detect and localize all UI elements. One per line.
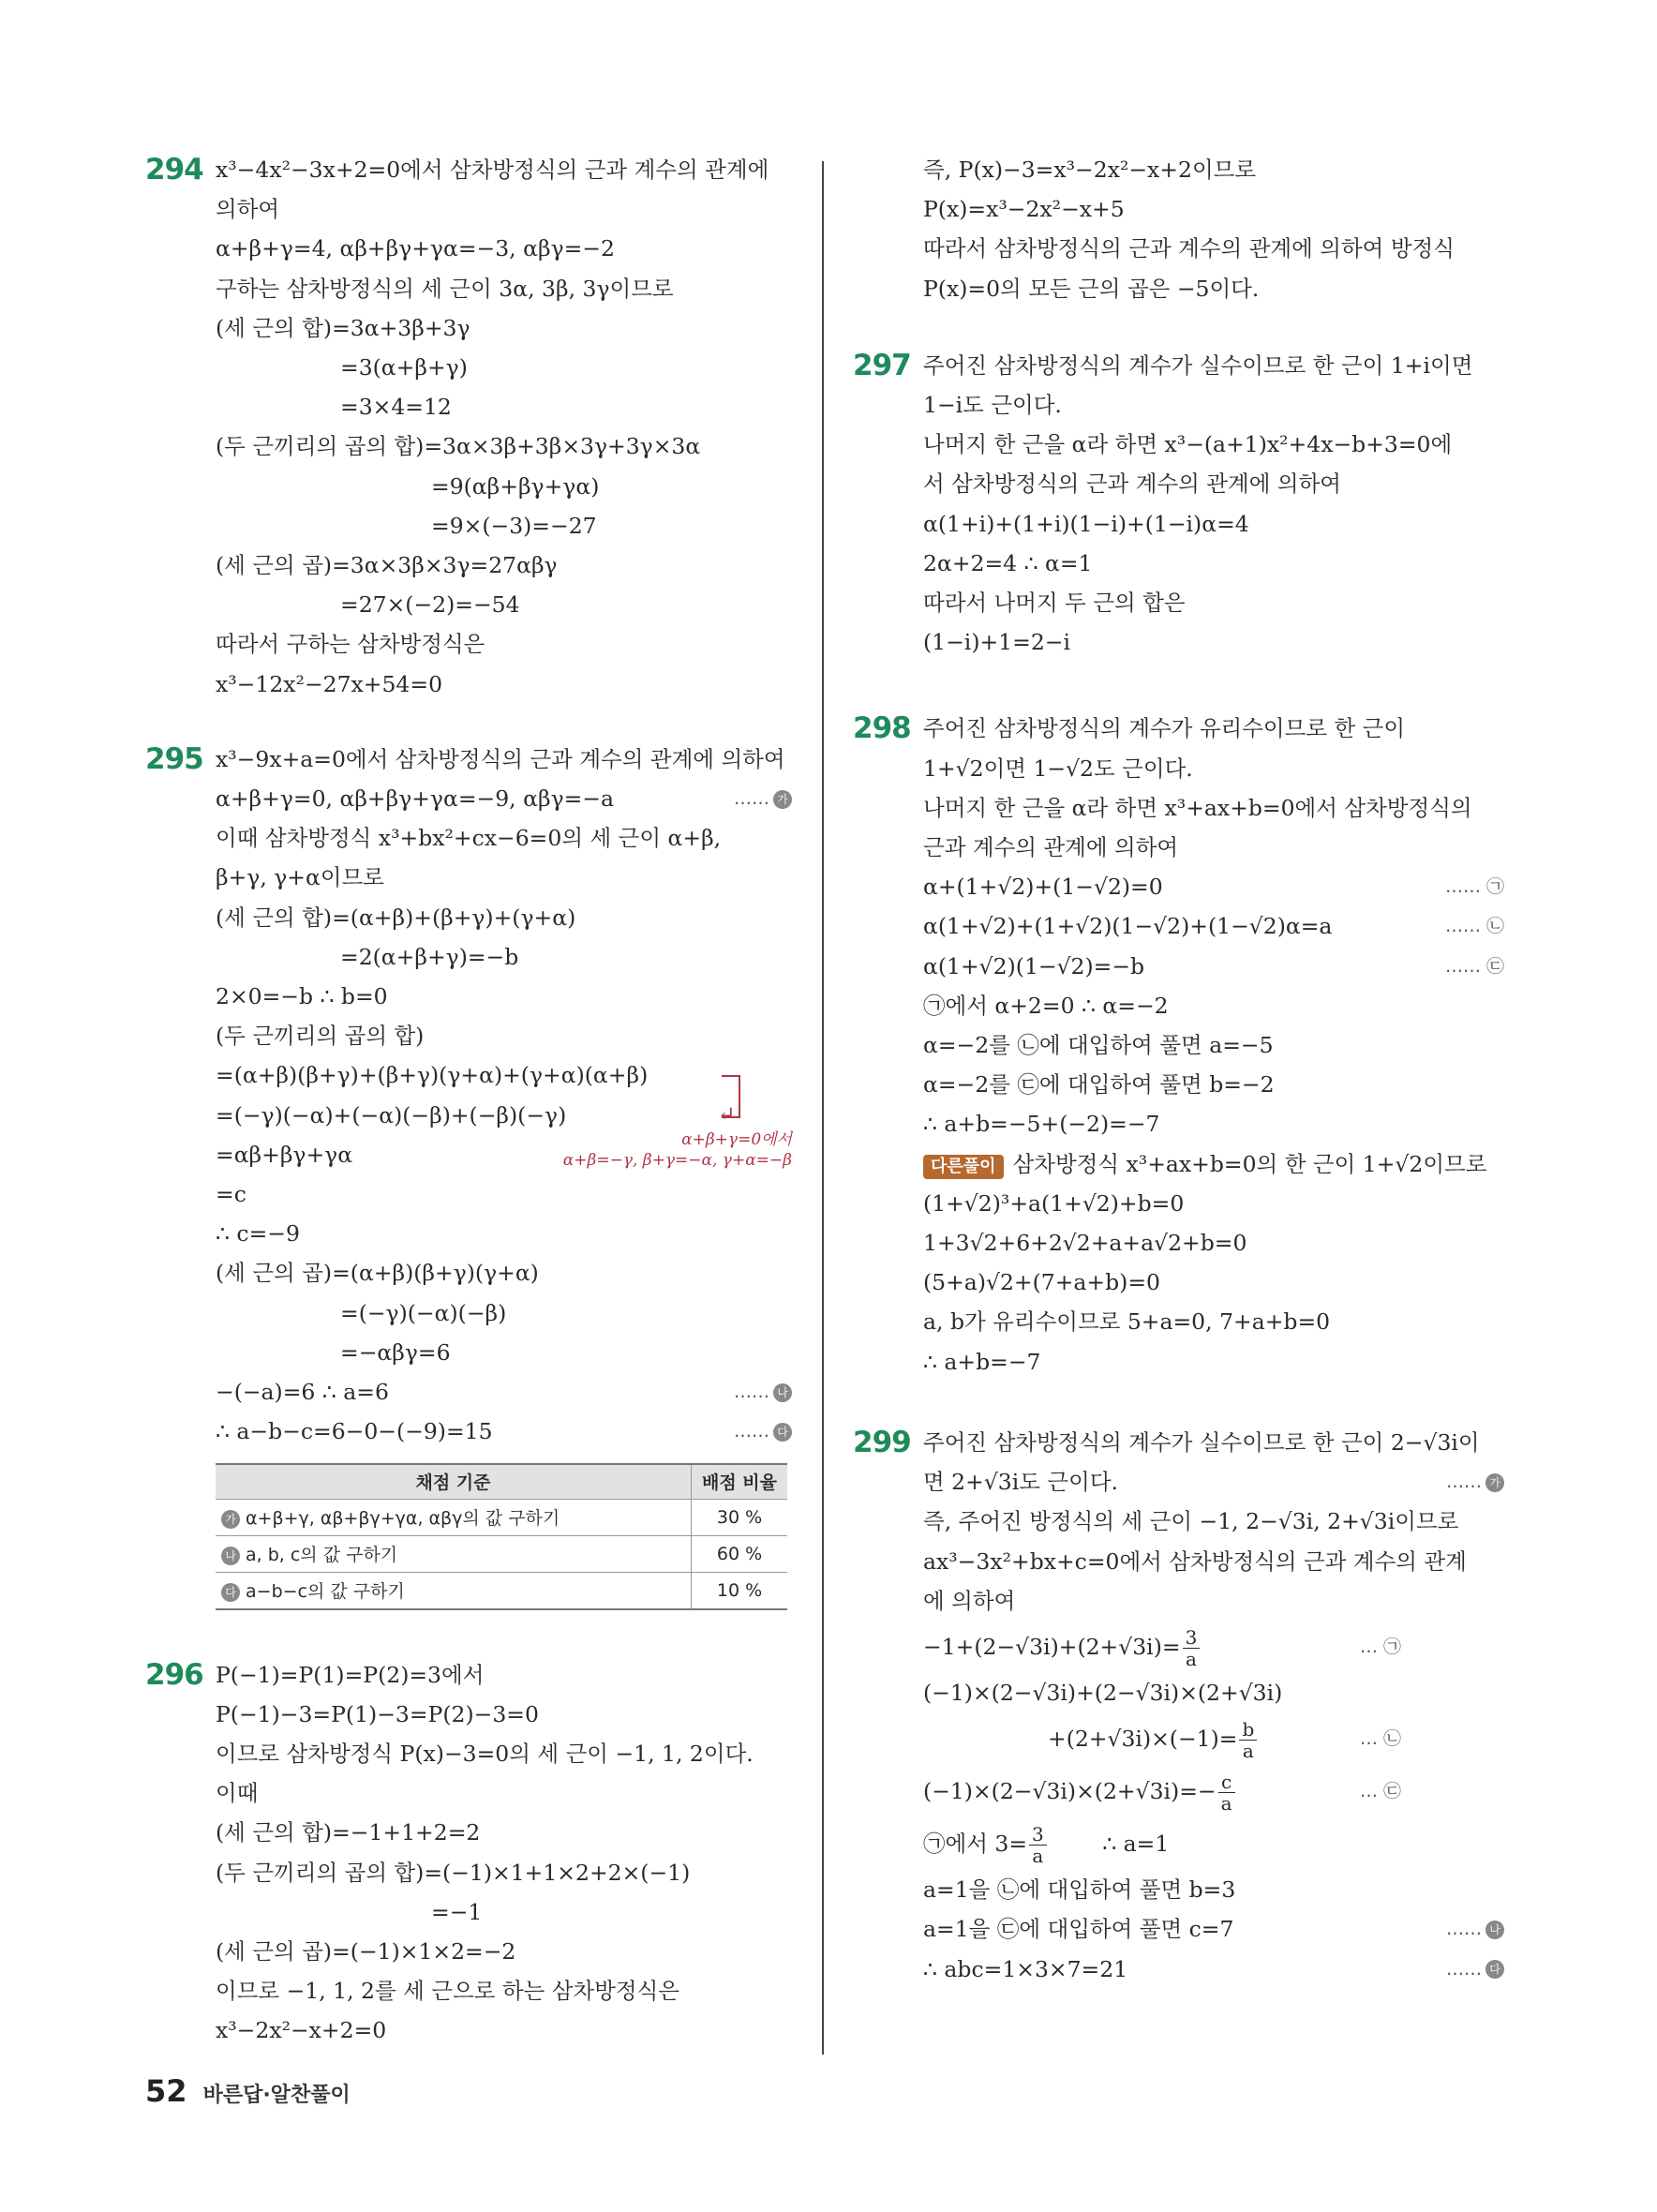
text-line: 이때 삼차방정식 x³+bx²+cx−6=0의 세 근이 α+β,	[216, 825, 722, 852]
text-line: ∴ a+b=−7	[923, 1348, 1041, 1375]
text-line: 이므로 −1, 1, 2를 세 근으로 하는 삼차방정식은	[216, 1978, 679, 2005]
grading-table	[216, 1463, 787, 1610]
text-line: =(−γ)(−α)(−β)	[340, 1299, 507, 1326]
equation-mark: …… ㉢	[1444, 955, 1504, 977]
problem-297	[853, 346, 1504, 663]
text-line: 2×0=−b ∴ b=0	[216, 983, 388, 1010]
text-line: α+(1+√2)+(1−√2)=0 …… ㉠	[923, 867, 1504, 906]
problem-296	[145, 1655, 792, 2051]
text-line: 즉, 주어진 방정식의 세 근이 −1, 2−√3i, 2+√3i이므로	[923, 1508, 1459, 1535]
text-line: 서 삼차방정식의 근과 계수의 관계에 의하여	[923, 471, 1341, 498]
text-line: 근과 계수의 관계에 의하여	[923, 834, 1179, 861]
text-line: 이때	[216, 1780, 259, 1807]
problem-295	[145, 740, 792, 1610]
text-line: x³−9x+a=0에서 삼차방정식의 근과 계수의 관계에 의하여	[216, 745, 785, 772]
text-line: α(1+i)+(1+i)(1−i)+(1−i)α=4	[923, 510, 1249, 537]
problem-number: 299	[853, 1425, 911, 1459]
text-line: 따라서 구하는 삼차방정식은	[216, 631, 485, 658]
text-line: (두 근끼리의 곱의 합)=(−1)×1+1×2+2×(−1)	[216, 1859, 691, 1886]
text-line: (세 근의 곱)=3α×3β×3γ=27αβγ	[216, 552, 558, 579]
text-line: (두 근끼리의 곱의 합)=3α×3β+3β×3γ+3γ×3α	[216, 433, 701, 460]
text-line: (1+√2)³+a(1+√2)+b=0	[923, 1189, 1185, 1217]
text-line: 에 의하여	[923, 1587, 1016, 1614]
text-line: (세 근의 곱)=(−1)×1×2=−2	[216, 1937, 516, 1965]
text-line: 따라서 삼차방정식의 근과 계수의 관계에 의하여 방정식	[923, 235, 1455, 262]
text-line: α+β+γ=4, αβ+βγ+γα=−3, αβγ=−2	[216, 235, 615, 262]
table-row: 나 a, b, c의 값 구하기 60 %	[216, 1535, 787, 1572]
text-line: P(−1)−3=P(1)−3=P(2)−3=0	[216, 1700, 539, 1727]
text-line: α+β+γ=0, αβ+βγ+γα=−9, αβγ=−a …… 가	[216, 779, 792, 818]
text-line: 의하여	[216, 196, 280, 223]
table-row: 다 a−b−c의 값 구하기 10 %	[216, 1572, 787, 1609]
text-line: =3×4=12	[340, 394, 452, 421]
text-line: (세 근의 합)=−1+1+2=2	[216, 1819, 481, 1846]
problem-number: 294	[145, 153, 203, 187]
equation-mark: … ㉡	[1359, 1728, 1401, 1750]
text-line: a, b가 유리수이므로 5+a=0, 7+a+b=0	[923, 1308, 1331, 1336]
text-line: ∴ a−b−c=6−0−(−9)=15 …… 다	[216, 1412, 792, 1451]
problem-299	[853, 1423, 1504, 1989]
book-label: 바른답·알찬풀이	[202, 2084, 351, 2107]
text-line: =−1	[431, 1898, 483, 1925]
text-line: x³−12x²−27x+54=0	[216, 670, 443, 697]
text-line: 1+√2이면 1−√2도 근이다.	[923, 755, 1193, 782]
text-line: ∴ a+b=−5+(−2)=−7	[923, 1111, 1160, 1138]
right-column	[853, 150, 1504, 1989]
fraction: $\frac{c}{a}$	[1218, 1771, 1235, 1814]
step-mark-na: …… 나	[1446, 1909, 1504, 1949]
text-line: (세 근의 합)=3α+3β+3γ	[216, 314, 470, 341]
text-line: P(x)=x³−2x²−x+5	[923, 196, 1125, 223]
step-mark-da: …… 다	[1446, 1950, 1504, 1989]
text-line: =c	[216, 1181, 246, 1208]
problem-294	[145, 150, 792, 704]
text-line: ㉠에서 α+2=0 ∴ α=−2	[923, 992, 1169, 1019]
text-line: 나머지 한 근을 α라 하면 x³+ax+b=0에서 삼차방정식의	[923, 794, 1472, 821]
text-line: =(−γ)(−α)+(−α)(−β)+(−β)(−γ) ↵	[216, 1096, 792, 1135]
text-line: (세 근의 곱)=(α+β)(β+γ)(γ+α)	[216, 1260, 539, 1287]
text-line: 주어진 삼차방정식의 계수가 실수이므로 한 근이 2−√3i이	[923, 1428, 1480, 1456]
text-line: 1+3√2+6+2√2+a+a√2+b=0	[923, 1230, 1247, 1257]
text-line: α=−2를 ㉢에 대입하여 풀면 b=−2	[923, 1071, 1275, 1099]
text-line: β+γ, γ+α이므로	[216, 864, 384, 891]
text-line: x³−4x²−3x+2=0에서 삼차방정식의 근과 계수의 관계에	[216, 157, 769, 183]
table-header: 배점 비율	[692, 1464, 788, 1500]
left-column	[145, 150, 792, 2051]
text-line: =27×(−2)=−54	[340, 591, 520, 619]
text-line: (−1)×(2−√3i)×(2+√3i)=− $\frac{c}{a}$ … ㉢	[923, 1765, 1504, 1817]
text-line: (−1)×(2−√3i)+(2−√3i)×(2+√3i)	[923, 1679, 1283, 1706]
text-line: −1+(2−√3i)+(2+√3i)= $\frac{3}{a}$ … ㉠	[923, 1621, 1504, 1673]
problem-296-continued	[923, 150, 1504, 308]
text-line: ㉠에서 3= $\frac{3}{a}$ ∴ a=1	[923, 1823, 1170, 1868]
text-line: ax³−3x²+bx+c=0에서 삼차방정식의 근과 계수의 관계	[923, 1547, 1467, 1575]
fraction: $\frac{3}{a}$	[1183, 1627, 1201, 1669]
text-line: =9×(−3)=−27	[431, 512, 597, 539]
table-header: 채점 기준	[216, 1464, 692, 1500]
step-mark-na: …… 나	[734, 1372, 792, 1412]
text-line: (5+a)√2+(7+a+b)=0	[923, 1269, 1160, 1296]
text-line: =(α+β)(β+γ)+(β+γ)(γ+α)+(γ+α)(α+β)	[216, 1055, 792, 1095]
text-line: 주어진 삼차방정식의 계수가 유리수이므로 한 근이	[923, 715, 1406, 742]
text-line: x³−2x²−x+2=0	[216, 2017, 387, 2044]
step-mark-da: …… 다	[734, 1412, 792, 1451]
text-line: 이므로 삼차방정식 P(x)−3=0의 세 근이 −1, 1, 2이다.	[216, 1740, 754, 1767]
table-row: 가 α+β+γ, αβ+βγ+γα, αβγ의 값 구하기 30 %	[216, 1499, 787, 1535]
page-footer	[145, 2073, 351, 2109]
problem-number: 295	[145, 741, 203, 776]
text-line: (세 근의 합)=(α+β)+(β+γ)+(γ+α)	[216, 904, 576, 931]
fraction: $\frac{3}{a}$	[1029, 1824, 1047, 1866]
text-line: (1−i)+1=2−i	[923, 629, 1070, 656]
text-line: ∴ c=−9	[216, 1220, 300, 1248]
equation-mark: … ㉠	[1359, 1636, 1401, 1657]
text-line: α(1+√2)+(1+√2)(1−√2)+(1−√2)α=a …… ㉡	[923, 906, 1504, 946]
problem-number: 296	[145, 1657, 203, 1692]
column-divider	[822, 161, 824, 2055]
problem-298	[853, 709, 1504, 1381]
alt-solution-badge: 다른풀이	[923, 1155, 1004, 1179]
text-line: P(−1)=P(1)=P(2)=3에서	[216, 1661, 485, 1688]
fraction: $\frac{b}{a}$	[1239, 1719, 1257, 1761]
annotation: α+β+γ=0에서 α+β=−γ, β+γ=−α, γ+α=−β	[562, 1129, 792, 1170]
text-line: (두 근끼리의 곱의 합)	[216, 1023, 425, 1050]
text-line: ∴ abc=1×3×7=21 …… 다	[923, 1950, 1504, 1989]
text-line: 다른풀이 삼차방정식 x³+ax+b=0의 한 근이 1+√2이므로	[923, 1144, 1504, 1184]
text-line: =2(α+β+γ)=−b	[340, 943, 519, 970]
text-line: 주어진 삼차방정식의 계수가 실수이므로 한 근이 1+i이면	[923, 351, 1473, 379]
text-line: +(2+√3i)×(−1)= $\frac{b}{a}$ … ㉡	[923, 1712, 1504, 1765]
text-line: −(−a)=6 ∴ a=6 …… 나	[216, 1372, 792, 1412]
problem-number: 297	[853, 348, 911, 382]
page-number: 52	[145, 2073, 187, 2109]
text-line: =3(α+β+γ)	[340, 354, 468, 381]
arrow-icon: ↵	[718, 1102, 736, 1127]
text-line: 구하는 삼차방정식의 세 근이 3α, 3β, 3γ이므로	[216, 275, 674, 302]
text-line: 따라서 나머지 두 근의 합은	[923, 590, 1186, 617]
problem-number: 298	[853, 711, 911, 746]
text-line: 1−i도 근이다.	[923, 392, 1062, 419]
text-line: P(x)=0의 모든 근의 곱은 −5이다.	[923, 275, 1260, 302]
text-line: α=−2를 ㉡에 대입하여 풀면 a=−5	[923, 1032, 1274, 1059]
equation-mark: … ㉢	[1359, 1781, 1401, 1802]
equation-mark: …… ㉠	[1444, 876, 1504, 898]
text-line: =−αβγ=6	[340, 1338, 451, 1366]
text-line: 면 2+√3i도 근이다. …… 가	[923, 1462, 1504, 1502]
text-line: =αβ+βγ+γα α+β+γ=0에서 α+β=−γ, β+γ=−α, γ+α=−β	[216, 1129, 792, 1170]
text-line: =9(αβ+βγ+γα)	[431, 472, 600, 500]
step-mark-ga: …… 가	[734, 779, 792, 818]
text-line: a=1을 ㉡에 대입하여 풀면 b=3	[923, 1876, 1236, 1904]
step-mark-ga: …… 가	[1446, 1462, 1504, 1502]
text-line: 2α+2=4 ∴ α=1	[923, 549, 1093, 576]
equation-mark: …… ㉡	[1444, 916, 1504, 937]
text-line: 즉, P(x)−3=x³−2x²−x+2이므로	[923, 157, 1257, 183]
text-line: 나머지 한 근을 α라 하면 x³−(a+1)x²+4x−b+3=0에	[923, 431, 1453, 458]
text-line: α(1+√2)(1−√2)=−b …… ㉢	[923, 947, 1504, 986]
text-line: a=1을 ㉢에 대입하여 풀면 c=7 …… 나	[923, 1909, 1504, 1949]
